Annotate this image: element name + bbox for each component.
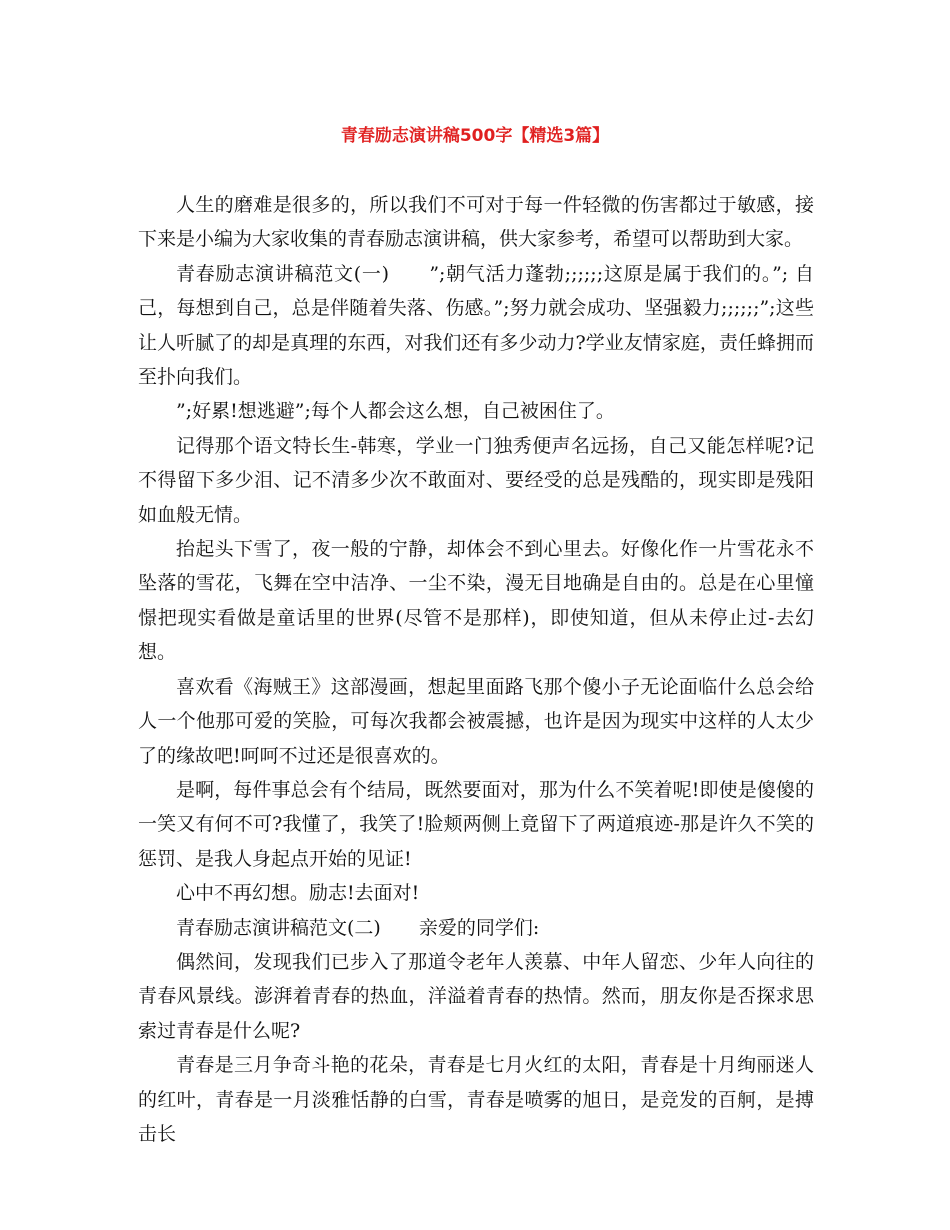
paragraph: 记得那个语文特长生-韩寒，学业一门独秀便声名远扬，自己又能怎样呢?记不得留下多少泪、记不清多少次不敢面对、要经受的总是残酷的，现实即是残阳如血般无情。 [138, 434, 814, 526]
paragraph: ”;好累!想逃避”;每个人都会这么想，自己被困住了。 [176, 400, 615, 423]
paragraph: 是啊，每件事总会有个结局，既然要面对，那为什么不笑着呢!即使是傻傻的一笑又有何不可?我懂了，我笑了!脸颊两侧上竟留下了两道痕迹-那是许久不笑的惩罚、是我人身起点开始的见证! [138, 778, 814, 870]
document-body [138, 188, 814, 1151]
paragraph: 青春励志演讲稿范文(一) ”;朝气活力蓬勃;;;;;;这原是属于我们的。”; 自己，每想到自己，总是伴随着失落、伤感。”;努力就会成功、坚强毅力;;;;;;”;这些让人听腻了的却是真理的东西，对我们还有多少动力?学业友情家庭，责任蜂拥而至扑向我们。 [138, 262, 814, 389]
paragraph: 青春是三月争奇斗艳的花朵，青春是七月火红的太阳，青春是十月绚丽迷人的红叶，青春是一月淡雅恬静的白雪，青春是喷雾的旭日，是竞发的百舸，是搏击长 [138, 1054, 814, 1145]
paragraph: 心中不再幻想。励志!去面对! [176, 882, 420, 905]
document-title: 青春励志演讲稿500字【精选3篇】 [340, 126, 610, 146]
paragraph: 偶然间，发现我们已步入了那道令老年人羡慕、中年人留恋、少年人向往的青春风景线。澎湃着青春的热血，洋溢着青春的热情。然而，朋友你是否探求思索过青春是什么呢? [138, 950, 814, 1042]
paragraph: 抬起头下雪了，夜一般的宁静，却体会不到心里去。好像化作一片雪花永不坠落的雪花，飞舞在空中洁净、一尘不染，漫无目地确是自由的。总是在心里憧憬把现实看做是童话里的世界(尽管不是那样)，即使知道，但从未停止过-去幻想。 [138, 538, 814, 664]
paragraph: 喜欢看《海贼王》这部漫画，想起里面路飞那个傻小子无论面临什么总会给人一个他那可爱的笑脸，可每次我都会被震撼，也许是因为现实中这样的人太少了的缘故吧!呵呵不过还是很喜欢的。 [138, 675, 814, 767]
paragraph: 青春励志演讲稿范文(二) 亲爱的同学们: [176, 916, 540, 939]
paragraph: 人生的磨难是很多的，所以我们不可对于每一件轻微的伤害都过于敏感，接下来是小编为大家收集的青春励志演讲稿，供大家参考，希望可以帮助到大家。 [138, 194, 814, 251]
